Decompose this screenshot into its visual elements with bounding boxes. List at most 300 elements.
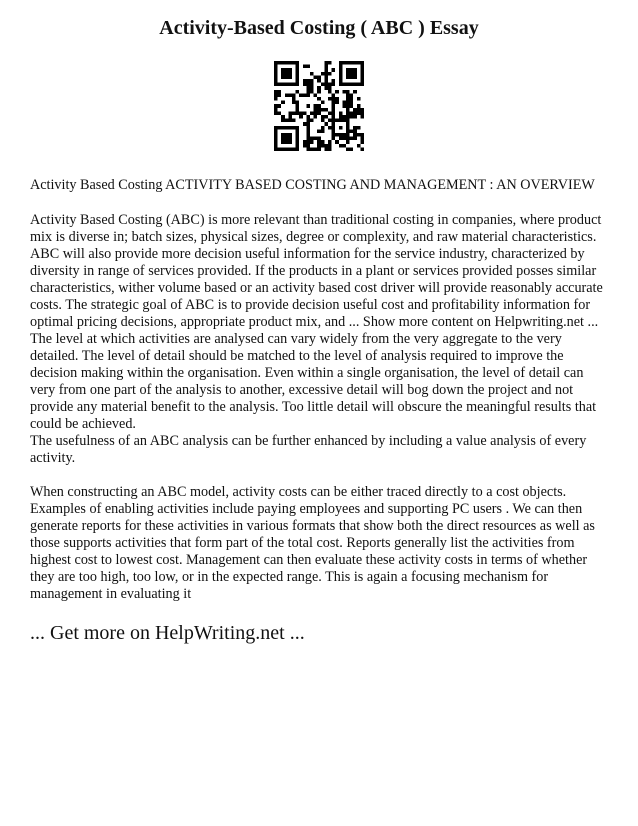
qr-module [360, 72, 364, 76]
qr-module [314, 104, 318, 108]
qr-module [296, 108, 300, 112]
qr-module [353, 115, 357, 119]
qr-module [342, 115, 346, 119]
qr-module [346, 90, 350, 94]
qr-module [360, 140, 364, 144]
qr-module [288, 137, 292, 141]
qr-module [360, 61, 364, 65]
qr-module [353, 90, 357, 94]
qr-module [306, 93, 310, 97]
qr-module [314, 108, 318, 112]
qr-module [306, 79, 310, 83]
qr-module [274, 108, 278, 112]
qr-module [357, 126, 361, 130]
qr-module [328, 61, 332, 65]
qr-module [317, 79, 321, 83]
qr-module [353, 61, 357, 65]
qr-module [296, 147, 300, 151]
qr-module [350, 101, 354, 105]
qr-module [274, 75, 278, 79]
qr-module [274, 104, 278, 108]
qr-code-container [30, 61, 608, 151]
qr-module [350, 93, 354, 97]
qr-module [353, 137, 357, 141]
qr-module [353, 126, 357, 130]
qr-module [328, 90, 332, 94]
qr-module [296, 129, 300, 133]
qr-module [314, 147, 318, 151]
qr-module [306, 104, 310, 108]
qr-module [339, 137, 343, 141]
qr-module [288, 68, 292, 72]
qr-module [353, 133, 357, 137]
qr-module [332, 68, 336, 72]
qr-module [342, 104, 346, 108]
qr-module [328, 144, 332, 148]
qr-module [281, 75, 285, 79]
qr-module [306, 122, 310, 126]
qr-module [292, 111, 296, 115]
qr-module [360, 65, 364, 69]
qr-module [350, 68, 354, 72]
qr-module [350, 104, 354, 108]
qr-module [296, 83, 300, 87]
qr-module [314, 137, 318, 141]
qr-module [310, 72, 314, 76]
qr-module [310, 119, 314, 123]
qr-module [324, 115, 328, 119]
qr-module [303, 83, 307, 87]
qr-module [306, 129, 310, 133]
qr-module [285, 72, 289, 76]
qr-module [342, 144, 346, 148]
qr-module [360, 68, 364, 72]
qr-module [278, 90, 282, 94]
qr-module [328, 72, 332, 76]
qr-module [274, 90, 278, 94]
qr-module [346, 122, 350, 126]
qr-module [296, 90, 300, 94]
qr-module [296, 144, 300, 148]
qr-module [346, 61, 350, 65]
qr-module [296, 61, 300, 65]
qr-module [324, 122, 328, 126]
qr-module [321, 119, 325, 123]
qr-module [321, 83, 325, 87]
qr-module [360, 147, 364, 151]
qr-module [357, 83, 361, 87]
qr-module [346, 140, 350, 144]
qr-module [324, 108, 328, 112]
qr-module [274, 129, 278, 133]
qr-module [292, 101, 296, 105]
qr-module [332, 97, 336, 101]
qr-module [332, 122, 336, 126]
qr-module [332, 79, 336, 83]
qr-module [296, 126, 300, 130]
qr-module [360, 111, 364, 115]
qr-module [292, 147, 296, 151]
qr-module [342, 133, 346, 137]
qr-module [306, 90, 310, 94]
qr-module [339, 79, 343, 83]
body-paragraph-1: Activity Based Costing (ABC) is more relevant than traditional costing in companies, where product mix is diverse in; batch sizes, physical sizes, degree or complexity, and raw material characteristics. ABC will also provide more decision useful information for the service industry, characterized by diversity in range of services provided. If the products in a plant or services provided posses similar characteristics, wither volume based or an activity based cost driver will provide reasonably accurate costs. The strategic goal of ABC is to provide decision useful cost and profitability information for optimal pricing decisions, appropriate product mix, and ... Show more content on Helpwriting.net ... The level at which activities are analysed can vary widely from the very aggregate to the very detailed. The level of detail should be matched to the level of analysis required to improve the decision making within the organisation. Even within a single organisation, the level of detail can very from one part of the analysis to another, excessive detail will bog down the project and not provide any material benefit to the analysis. Too little detail will obscure the meaningful results that could be achieved. [30, 212, 603, 432]
qr-module [292, 119, 296, 123]
qr-module [317, 111, 321, 115]
qr-module [317, 137, 321, 141]
qr-module [288, 61, 292, 65]
qr-module [342, 83, 346, 87]
qr-module [339, 144, 343, 148]
qr-module [339, 61, 343, 65]
qr-module [328, 86, 332, 90]
qr-module [296, 65, 300, 69]
qr-module [360, 133, 364, 137]
qr-module [342, 119, 346, 123]
qr-module [274, 137, 278, 141]
qr-module [317, 147, 321, 151]
qr-module [346, 129, 350, 133]
qr-module [353, 72, 357, 76]
qr-module [314, 93, 318, 97]
qr-module [303, 144, 307, 148]
qr-module [285, 137, 289, 141]
qr-module [281, 140, 285, 144]
qr-module [281, 68, 285, 72]
qr-module [324, 79, 328, 83]
document-title: Activity-Based Costing ( ABC ) Essay [159, 17, 479, 39]
qr-module [306, 115, 310, 119]
qr-module [328, 83, 332, 87]
qr-module [328, 97, 332, 101]
qr-module [281, 133, 285, 137]
qr-module [332, 126, 336, 130]
qr-module [310, 86, 314, 90]
qr-module [288, 111, 292, 115]
qr-module [285, 133, 289, 137]
qr-module [317, 129, 321, 133]
qr-module [346, 108, 350, 112]
qr-module [350, 72, 354, 76]
qr-module [288, 115, 292, 119]
qr-module [317, 104, 321, 108]
qr-module [292, 83, 296, 87]
qr-module [285, 147, 289, 151]
qr-module [285, 93, 289, 97]
qr-module [332, 104, 336, 108]
qr-module [278, 126, 282, 130]
qr-module [274, 133, 278, 137]
qr-module [310, 79, 314, 83]
qr-module [278, 111, 282, 115]
qr-module [332, 129, 336, 133]
qr-module [350, 129, 354, 133]
qr-module [314, 75, 318, 79]
qr-module [346, 115, 350, 119]
qr-module [360, 79, 364, 83]
qr-module [299, 115, 303, 119]
qr-module [346, 72, 350, 76]
qr-module [292, 97, 296, 101]
qr-module [317, 97, 321, 101]
qr-module [296, 140, 300, 144]
qr-module [299, 93, 303, 97]
qr-module [321, 140, 325, 144]
qr-module [335, 101, 339, 105]
qr-module [281, 101, 285, 105]
qr-module [350, 75, 354, 79]
qr-module [321, 115, 325, 119]
qr-module [317, 140, 321, 144]
qr-module [350, 83, 354, 87]
qr-module [328, 147, 332, 151]
qr-module [274, 65, 278, 69]
qr-module [274, 72, 278, 76]
qr-module [324, 144, 328, 148]
qr-module [346, 119, 350, 123]
qr-module [310, 83, 314, 87]
qr-module [303, 93, 307, 97]
qr-module [278, 83, 282, 87]
qr-module [346, 68, 350, 72]
qr-module [274, 83, 278, 87]
qr-module [321, 72, 325, 76]
qr-module [332, 101, 336, 105]
qr-module [324, 68, 328, 72]
qr-module [339, 83, 343, 87]
qr-module [278, 93, 282, 97]
qr-module [335, 97, 339, 101]
qr-module [321, 108, 325, 112]
qr-module [274, 79, 278, 83]
qr-module [285, 119, 289, 123]
qr-module [285, 68, 289, 72]
qr-module [285, 75, 289, 79]
qr-module [332, 111, 336, 115]
qr-module [317, 144, 321, 148]
qr-module [353, 75, 357, 79]
qr-module [317, 108, 321, 112]
qr-module [346, 147, 350, 151]
qr-module [303, 65, 307, 69]
qr-module [317, 90, 321, 94]
qr-module [346, 111, 350, 115]
qr-module [274, 144, 278, 148]
qr-module [292, 93, 296, 97]
qr-module [306, 147, 310, 151]
qr-module [353, 129, 357, 133]
qr-module [324, 147, 328, 151]
qr-module [328, 111, 332, 115]
qr-module [346, 93, 350, 97]
qr-module [332, 133, 336, 137]
body-paragraph-3: When constructing an ABC model, activity costs can be either traced directly to a cost objects. Examples of enabling activities include paying employees and supporting PC users . We can then generate reports for these activities in various formats that show both the direct resources as well as those supports activities that form part of the total cost. Reports generally list the activities from highest cost to lowest cost. Management can then evaluate these activity costs in terms of whether they are too high, too low, or in the expected range. This is again a focusing mechanism for management in evaluating it [30, 484, 595, 602]
qr-module [288, 72, 292, 76]
qr-module [335, 133, 339, 137]
qr-module [274, 68, 278, 72]
qr-module [324, 61, 328, 65]
qr-module [332, 137, 336, 141]
qr-module [292, 61, 296, 65]
qr-module [346, 137, 350, 141]
qr-module [310, 147, 314, 151]
qr-module [278, 147, 282, 151]
qr-module [328, 119, 332, 123]
qr-module [314, 115, 318, 119]
qr-module [285, 83, 289, 87]
qr-module [292, 126, 296, 130]
qr-module [346, 104, 350, 108]
qr-module [346, 97, 350, 101]
qr-module [306, 65, 310, 69]
qr-module [339, 68, 343, 72]
qr-module [353, 108, 357, 112]
qr-module [346, 75, 350, 79]
qr-module [339, 111, 343, 115]
qr-module [278, 104, 282, 108]
qr-module [281, 61, 285, 65]
qr-module [296, 68, 300, 72]
body-paragraph-2: The usefulness of an ABC analysis can be further enhanced by including a value analysis of every activity. [30, 433, 587, 466]
qr-module [285, 61, 289, 65]
qr-module [357, 144, 361, 148]
qr-module [317, 86, 321, 90]
qr-module [321, 101, 325, 105]
qr-module [332, 115, 336, 119]
qr-module [306, 86, 310, 90]
qr-module [288, 75, 292, 79]
qr-module [335, 90, 339, 94]
qr-module [281, 137, 285, 141]
qr-module [281, 83, 285, 87]
qr-module [285, 140, 289, 144]
qr-module [274, 147, 278, 151]
qr-module [296, 75, 300, 79]
qr-module [303, 140, 307, 144]
qr-module [274, 126, 278, 130]
qr-module [342, 137, 346, 141]
qr-module [310, 90, 314, 94]
qr-module [328, 126, 332, 130]
qr-module [339, 133, 343, 137]
qr-module [310, 111, 314, 115]
qr-module [288, 140, 292, 144]
qr-module [357, 133, 361, 137]
qr-module [306, 126, 310, 130]
qr-module [339, 119, 343, 123]
qr-module [350, 61, 354, 65]
qr-module [321, 129, 325, 133]
qr-module [274, 61, 278, 65]
qr-module [339, 115, 343, 119]
qr-module [296, 111, 300, 115]
qr-module [288, 83, 292, 87]
qr-module [346, 133, 350, 137]
qr-module [288, 126, 292, 130]
qr-module [332, 83, 336, 87]
qr-module [296, 72, 300, 76]
qr-module [299, 111, 303, 115]
qr-module [350, 137, 354, 141]
qr-module [346, 126, 350, 130]
qr-module [310, 140, 314, 144]
qr-module [321, 144, 325, 148]
qr-module [274, 97, 278, 101]
qr-module [357, 61, 361, 65]
qr-module [296, 104, 300, 108]
qr-module [332, 119, 336, 123]
qr-module [310, 137, 314, 141]
qr-module [317, 75, 321, 79]
qr-module [350, 111, 354, 115]
qr-module [357, 111, 361, 115]
qr-module [281, 119, 285, 123]
qr-module [281, 115, 285, 119]
qr-module [274, 93, 278, 97]
qr-module [324, 65, 328, 69]
qr-module [335, 140, 339, 144]
qr-module [278, 61, 282, 65]
qr-module [353, 83, 357, 87]
qr-module [288, 119, 292, 123]
qr-module [288, 147, 292, 151]
qr-module [339, 126, 343, 130]
qr-module [339, 72, 343, 76]
qr-module [281, 147, 285, 151]
qr-code-image [274, 61, 364, 151]
qr-module [296, 101, 300, 105]
qr-module [360, 75, 364, 79]
qr-module [306, 144, 310, 148]
qr-module [281, 72, 285, 76]
qr-module [360, 137, 364, 141]
qr-module [274, 140, 278, 144]
qr-module [350, 97, 354, 101]
qr-module [303, 122, 307, 126]
qr-module [303, 79, 307, 83]
qr-module [339, 75, 343, 79]
qr-module [303, 111, 307, 115]
qr-module [296, 133, 300, 137]
qr-module [288, 133, 292, 137]
qr-module [360, 83, 364, 87]
qr-module [350, 115, 354, 119]
qr-module [335, 119, 339, 123]
qr-module [360, 108, 364, 112]
qr-module [328, 140, 332, 144]
qr-module [306, 137, 310, 141]
qr-module [281, 126, 285, 130]
qr-module [296, 137, 300, 141]
document-subtitle: Activity Based Costing ACTIVITY BASED COSTING AND MANAGEMENT : AN OVERVIEW [30, 177, 595, 193]
qr-module [357, 108, 361, 112]
qr-module [357, 97, 361, 101]
get-more-link[interactable]: ... Get more on HelpWriting.net ... [30, 622, 305, 644]
qr-module [346, 101, 350, 105]
qr-module [306, 83, 310, 87]
qr-module [342, 61, 346, 65]
qr-module [353, 68, 357, 72]
qr-module [324, 83, 328, 87]
qr-module [342, 101, 346, 105]
qr-module [324, 75, 328, 79]
qr-module [306, 119, 310, 123]
qr-module [324, 72, 328, 76]
qr-module [324, 86, 328, 90]
qr-module [288, 93, 292, 97]
qr-module [350, 147, 354, 151]
qr-module [306, 133, 310, 137]
